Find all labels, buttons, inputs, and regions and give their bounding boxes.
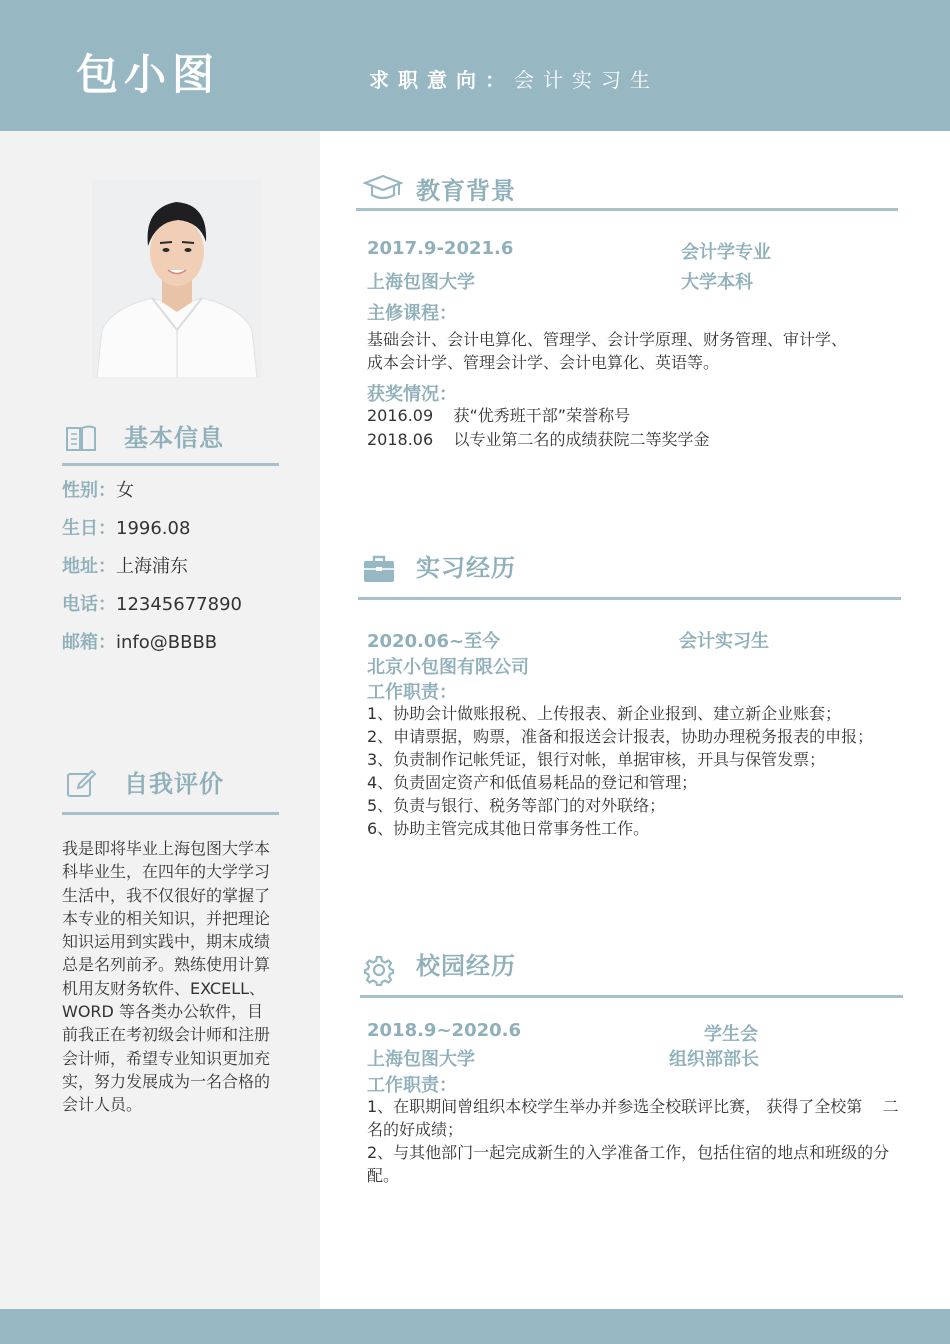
basic-info-title: 基本信息	[124, 424, 224, 452]
internship-divider	[358, 597, 901, 600]
internship-duty-6: 6、协助主管完成其他日常事务性工作。	[367, 819, 650, 838]
award-item-1: 2016.09 获“优秀班干部”荣誉称号	[367, 406, 631, 425]
internship-header	[363, 548, 663, 588]
education-title: 教育背景	[416, 177, 516, 205]
graduation-cap-icon	[363, 173, 403, 203]
campus-school: 上海包图大学	[367, 1049, 475, 1070]
campus-title: 校园经历	[416, 952, 516, 980]
info-address-key: 地址：	[62, 556, 116, 577]
campus-duty-2: 2、与其他部门一起完成新生的入学准备工作，包括住宿的地点和班级的分配。	[367, 1143, 890, 1186]
profile-photo	[92, 180, 262, 378]
info-birthday-key: 生日：	[62, 518, 116, 539]
courses-label: 主修课程：	[367, 303, 457, 324]
briefcase-icon	[363, 554, 395, 584]
campus-org: 学生会	[704, 1024, 758, 1045]
header-banner	[0, 0, 950, 131]
info-address	[62, 552, 188, 578]
self-eval-header	[66, 764, 286, 804]
campus-period: 2018.9~2020.6	[367, 1020, 522, 1041]
internship-company: 北京小包图有限公司	[367, 657, 529, 678]
internship-duty-5: 5、负责与银行、税务等部门的对外联络；	[367, 796, 666, 815]
internship-period: 2020.06~至今	[367, 631, 501, 652]
internship-duty-2: 2、申请票据，购票，准备和报送会计报表，协助办理税务报表的申报；	[367, 727, 874, 746]
info-address-value: 上海浦东	[116, 556, 188, 577]
info-email-value: info@BBBB	[116, 632, 218, 653]
info-phone-value: 12345677890	[116, 594, 242, 615]
candidate-name: 包小图	[76, 50, 221, 99]
info-gender-value: 女	[116, 480, 134, 501]
awards-label: 获奖情况：	[367, 384, 457, 405]
self-eval-title: 自我评价	[124, 770, 224, 798]
basic-info-header	[65, 418, 285, 458]
basic-info-divider	[62, 463, 279, 466]
internship-title: 实习经历	[416, 554, 516, 582]
info-birthday-value: 1996.08	[116, 518, 191, 539]
education-school: 上海包图大学	[367, 272, 475, 293]
internship-duty-1: 1、协助会计做账报税、上传报表、新企业报到、建立新企业账套；	[367, 704, 842, 723]
campus-divider	[360, 995, 903, 998]
self-eval-text: 我是即将毕业上海包图大学本科毕业生，在四年的大学学习生活中，我不仅很好的掌握了本专业的相关知识，并把理论知识运用到实践中，期末成绩总是名列前矛。熟练使用计算机用友财务软件、EXCELL、WORD 等各类办公软件，目前我正在考初级会计师和注册会计师，希望专业知识更加充实，努力发展成为一名合格的会计人员。	[62, 839, 271, 1115]
info-phone-key: 电话：	[62, 594, 116, 615]
info-phone	[62, 590, 242, 616]
internship-duty-4: 4、负责固定资产和低值易耗品的登记和管理；	[367, 773, 698, 792]
internship-position: 会计实习生	[679, 631, 769, 652]
info-gender	[62, 476, 134, 502]
education-period: 2017.9-2021.6	[367, 238, 514, 259]
courses-line-2: 成本会计学、管理会计学、会计电算化、英语等。	[367, 353, 720, 372]
courses-line-1: 基础会计、会计电算化、管理学、会计学原理、财务管理、审计学、	[367, 330, 848, 349]
internship-duties-label: 工作职责：	[367, 682, 457, 703]
job-intention-value: 会计实习生	[514, 68, 659, 92]
info-email-key: 邮箱：	[62, 632, 116, 653]
education-divider	[356, 208, 898, 211]
job-intention	[369, 64, 659, 93]
education-degree: 大学本科	[681, 272, 753, 293]
award-item-2: 2018.06 以专业第二名的成绩获院二等奖学金	[367, 430, 710, 449]
info-email	[62, 628, 217, 654]
education-header	[363, 171, 663, 211]
education-major: 会计学专业	[681, 242, 771, 263]
edit-icon	[66, 768, 98, 800]
campus-role: 组织部部长	[669, 1049, 759, 1070]
footer-band	[0, 1309, 950, 1344]
campus-duty-1: 1、在职期间曾组织本校学生举办并参选全校联评比赛， 获得了全校第 二名的好成绩；	[367, 1097, 899, 1140]
self-eval-divider	[62, 812, 279, 815]
info-gender-key: 性别：	[62, 480, 116, 501]
job-intention-label: 求职意向：	[369, 68, 514, 92]
info-birthday	[62, 514, 190, 540]
gear-icon	[363, 954, 395, 986]
campus-header	[363, 946, 663, 986]
internship-duty-3: 3、负责制作记帐凭证，银行对帐，单据审核，开具与保管发票；	[367, 750, 826, 769]
book-icon	[65, 422, 97, 454]
campus-duties-label: 工作职责：	[367, 1075, 457, 1096]
